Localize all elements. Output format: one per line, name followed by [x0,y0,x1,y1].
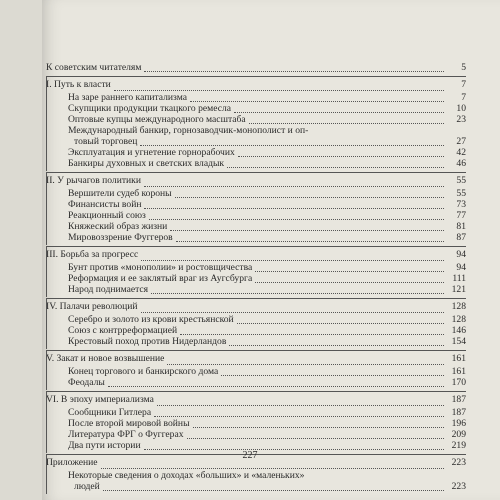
section-bracket [46,391,47,453]
toc-entry-title: II. У рычагов политики [46,175,141,186]
toc-entry-page: 23 [456,114,466,125]
toc-entry-row [46,114,466,125]
toc-entry-title: Банкиры духовных и светских владык [68,158,225,169]
toc-entry-title: Некоторые сведения о доходах «больших» и «маленьких» [68,470,305,481]
dotted-leader [149,219,444,220]
toc-entry-title: Два пути истории [68,440,141,451]
dotted-leader [229,345,444,346]
toc-entry-page: 42 [456,147,466,158]
toc-entry-page: 27 [456,136,466,147]
toc-chapter-row [46,301,466,314]
toc-entry-page: 121 [451,284,466,295]
toc-entry-title: Эксплуатация и угнетение горнорабочих [68,147,235,158]
toc-entry-title: людей [74,481,100,492]
toc-entry-row [46,158,466,169]
toc-entry-page: 73 [456,199,466,210]
toc-entry-row [46,221,466,232]
toc-entry-page: 128 [451,301,466,312]
toc-entry-title: V. Закат и новое возвышение [46,353,165,364]
toc-entry-title: Княжеский образ жизни [68,221,168,232]
toc-entry-page: 196 [451,418,466,429]
toc-entry-title: III. Борьба за прогресс [46,249,139,260]
section-rule [46,298,466,299]
toc-entry-title: К советским читателям [46,62,142,73]
toc-entry-title: Финансисты войн [68,199,142,210]
dotted-leader [157,405,444,406]
dotted-leader [255,282,444,283]
toc-chapter-row [46,79,466,92]
toc-entry-page: 77 [456,210,466,221]
toc-entry-title: Литература ФРГ о Фуггерах [68,429,184,440]
toc-entry-row [46,103,466,114]
toc-entry-row [46,232,466,243]
section-bracket [46,76,47,171]
toc-entry-title: VI. В эпоху империализма [46,394,154,405]
toc-entry-title: Бунт против «монополии» и ростовщичества [68,262,253,273]
section-bracket [46,246,47,297]
dotted-leader [141,312,444,313]
dotted-leader [176,241,444,242]
toc-entry-row [46,136,466,147]
dotted-leader [237,323,444,324]
toc-entry-page: 219 [451,440,466,451]
toc-entry-title: Народ поднимается [68,284,149,295]
toc-entry-title: Мировоззрение Фуггеров [68,232,173,243]
dotted-leader [141,260,444,261]
toc-entry-title: товый торговец [74,136,138,147]
dotted-leader [144,71,444,72]
toc-entry-title: Феодалы [68,377,105,388]
toc-entry-row [46,481,466,492]
toc-entry-row [46,377,466,388]
dotted-leader [108,386,444,387]
section-rule [46,391,466,392]
dotted-leader [175,197,444,198]
toc-entry-row [46,284,466,295]
dotted-leader [193,427,444,428]
toc-entry-page: 161 [451,366,466,377]
toc-entry-page: 55 [456,188,466,199]
toc-entry-page: 5 [461,62,466,73]
toc-entry-page: 128 [451,314,466,325]
toc-entry-page: 94 [456,262,466,273]
section-rule [46,350,466,351]
toc-entry-page: 187 [451,394,466,405]
toc-entry-row [46,147,466,158]
toc-entry-title: Крестовый поход против Нидерландов [68,336,227,347]
toc-entry-row [46,188,466,199]
toc-entry-row [46,429,466,440]
toc-entry-row [46,418,466,429]
toc-entry-page: 209 [451,429,466,440]
toc-entry-row [46,325,466,336]
dotted-leader [190,101,444,102]
toc-entry-title: Приложение [46,457,98,468]
section-rule [46,172,466,173]
toc-entry-page: 161 [451,353,466,364]
toc-entry-row [46,407,466,418]
toc-entry-row [46,366,466,377]
toc-entry-row [46,92,466,103]
toc-entry-page: 7 [461,79,466,90]
dotted-leader [151,293,444,294]
page-number: 227 [242,450,258,461]
toc-entry-row [46,336,466,347]
toc-chapter-row [46,249,466,262]
toc-entry-page: 10 [456,103,466,114]
toc-entry-page: 111 [452,273,466,284]
toc-entry-page: 223 [451,457,466,468]
toc-entry-row [46,314,466,325]
section-rule [46,246,466,247]
dotted-leader [140,145,444,146]
toc-entry-title: Союз с контрреформацией [68,325,178,336]
section-rule [46,76,466,77]
toc-entry-row [46,62,466,73]
section-bracket [46,350,47,390]
toc-entry-page: 7 [461,92,466,103]
toc-entry-page: 223 [451,481,466,492]
toc-chapter-row [46,394,466,407]
toc-entry-row [46,199,466,210]
toc-entry-title: Скупщики продукции ткацкого ремесла [68,103,232,114]
dotted-leader [255,271,444,272]
toc-entry-page: 154 [451,336,466,347]
toc-entry-page: 46 [456,158,466,169]
dotted-leader [227,167,444,168]
toc-entry-title: Серебро и золото из крови крестьянской [68,314,234,325]
toc-entry-title: На заре раннего капитализма [68,92,187,103]
dotted-leader [180,334,444,335]
toc-entry-row [46,125,466,136]
dotted-leader [238,156,444,157]
toc-entry-title: I. Путь к власти [46,79,111,90]
toc-entry-title: Оптовые купцы международного масштаба [68,114,246,125]
dotted-leader [144,208,444,209]
toc-entry-row [46,210,466,221]
toc-entry-page: 55 [456,175,466,186]
section-bracket [46,172,47,245]
dotted-leader [249,123,444,124]
dotted-leader [154,416,444,417]
toc-entry-row [46,273,466,284]
toc-chapter-row [46,353,466,366]
dotted-leader [170,230,444,231]
dotted-leader [101,468,444,469]
dotted-leader [114,90,444,91]
dotted-leader [144,186,444,187]
dotted-leader [234,112,444,113]
toc-entry-page: 94 [456,249,466,260]
toc-entry-row [46,262,466,273]
toc-entry-title: Вершители судеб короны [68,188,172,199]
dotted-leader [187,438,444,439]
toc-entry-page: 187 [451,407,466,418]
toc-entry-title: После второй мировой войны [68,418,190,429]
toc-entry-title: Реакционный союз [68,210,146,221]
toc-entry-page: 81 [456,221,466,232]
dotted-leader [167,364,444,365]
toc-entry-title: Международный банкир, горнозаводчик-монополист и оп- [68,125,309,136]
section-bracket [46,298,47,349]
toc-entry-row [46,470,466,481]
toc-entry-page: 170 [451,377,466,388]
toc-entry-title: IV. Палачи революций [46,301,138,312]
toc-entry-title: Конец торгового и банкирского дома [68,366,219,377]
dotted-leader [221,375,444,376]
toc-entry-page: 87 [456,232,466,243]
dotted-leader [103,490,444,491]
toc-chapter-row [46,175,466,188]
toc-entry-title: Реформация и ее заклятый враг из Аугсбурга [68,273,253,284]
toc-entry-title: Сообщники Гитлера [68,407,152,418]
toc-entry-page: 146 [451,325,466,336]
